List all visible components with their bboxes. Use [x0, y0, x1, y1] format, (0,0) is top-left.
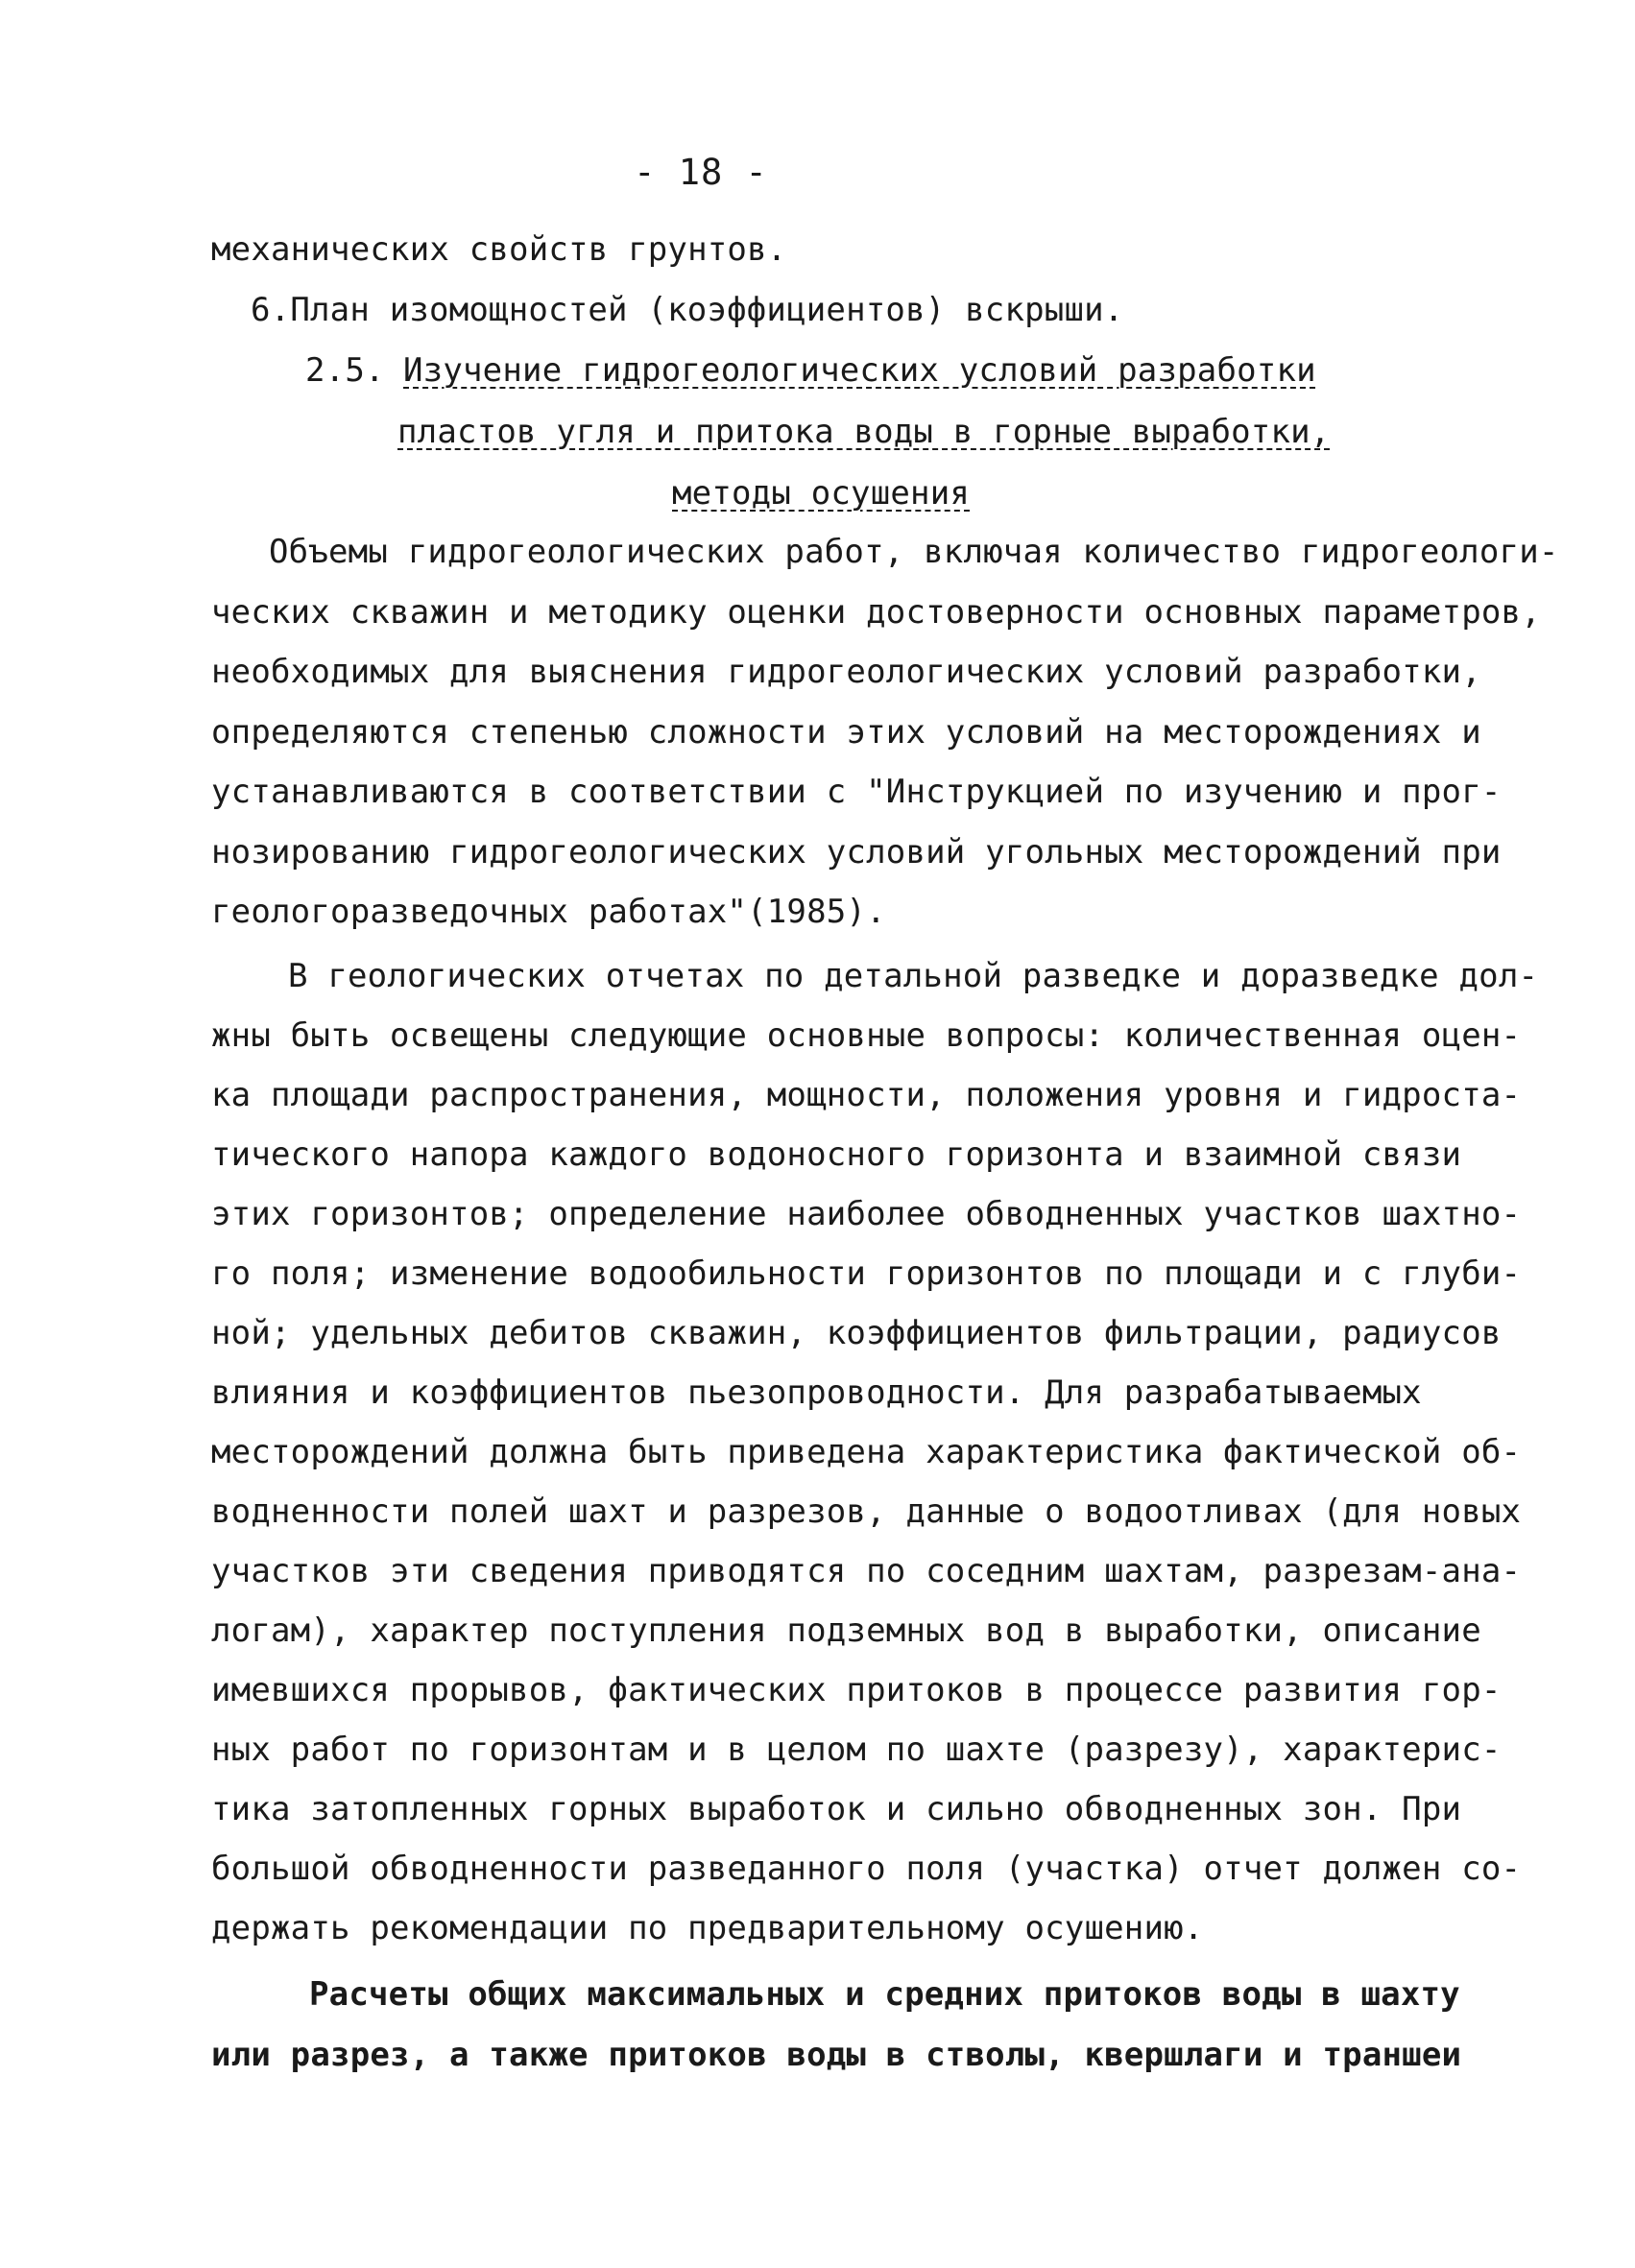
page-number: - 18 -	[634, 152, 768, 193]
paragraph-line: этих горизонтов; определение наиболее обводненных участков шахтно-	[211, 1195, 1522, 1233]
paragraph-line: тика затопленных горных выработок и сильно обводненных зон. При	[211, 1790, 1462, 1828]
paragraph-line: го поля; изменение водообильности горизонтов по площади и с глуби-	[211, 1254, 1522, 1293]
paragraph-line: участков эти сведения приводятся по соседним шахтам, разрезам-ана-	[211, 1552, 1522, 1590]
paragraph-line: необходимых для выяснения гидрогеологических условий разработки,	[211, 653, 1481, 691]
paragraph-line: или разрез, а также притоков воды в стволы, квершлаги и траншеи	[211, 2036, 1462, 2074]
section-heading-line-3: методы осушения	[672, 474, 971, 513]
paragraph-line: ной; удельных дебитов скважин, коэффициентов фильтрации, радиусов	[211, 1314, 1502, 1352]
paragraph-line: большой обводненности разведанного поля (участка) отчет должен со-	[211, 1850, 1522, 1888]
paragraph-line: геологоразведочных работах"(1985).	[211, 893, 886, 931]
paragraph-line: влияния и коэффициентов пьезопроводности. Для разрабатываемых	[211, 1373, 1422, 1412]
paragraph-line: водненности полей шахт и разрезов, данные о водоотливах (для новых	[211, 1492, 1522, 1531]
section-heading-line-2: пластов угля и притока воды в горные выработки,	[397, 413, 1331, 451]
paragraph-line: ка площади распространения, мощности, положения уровня и гидроста-	[211, 1076, 1522, 1114]
list-item: 6.План изомощностей (коэффициентов) вскрыши.	[251, 291, 1124, 329]
paragraph-line: нозированию гидрогеологических условий угольных месторождений при	[211, 833, 1502, 871]
paragraph-line: держать рекомендации по предварительному осушению.	[211, 1909, 1204, 1947]
section-number: 2.5.	[305, 351, 385, 390]
paragraph-line: имевшихся прорывов, фактических притоков в процессе развития гор-	[211, 1671, 1502, 1709]
paragraph-line: тического напора каждого водоносного горизонта и взаимной связи	[211, 1135, 1462, 1174]
text-line: механических свойств грунтов.	[211, 230, 787, 269]
paragraph-line: Расчеты общих максимальных и средних притоков воды в шахту	[309, 1975, 1460, 2014]
paragraph-line: логам), характер поступления подземных вод в выработки, описание	[211, 1611, 1481, 1650]
paragraph-line: ных работ по горизонтам и в целом по шахте (разрезу), характерис-	[211, 1731, 1502, 1769]
paragraph-line: В геологических отчетах по детальной разведке и доразведке дол-	[288, 957, 1539, 995]
paragraph-line: устанавливаются в соответствии с "Инструкцией по изучению и прог-	[211, 773, 1502, 811]
section-heading-line-1: Изучение гидрогеологических условий разработки	[403, 351, 1316, 390]
paragraph-line: Объемы гидрогеологических работ, включая количество гидрогеологи-	[269, 533, 1559, 571]
paragraph-line: жны быть освещены следующие основные вопросы: количественная оцен-	[211, 1016, 1522, 1055]
paragraph-line: месторождений должна быть приведена характеристика фактической об-	[211, 1433, 1522, 1471]
paragraph-line: определяются степенью сложности этих условий на месторождениях и	[211, 713, 1481, 752]
paragraph-line: ческих скважин и методику оценки достоверности основных параметров,	[211, 593, 1541, 632]
